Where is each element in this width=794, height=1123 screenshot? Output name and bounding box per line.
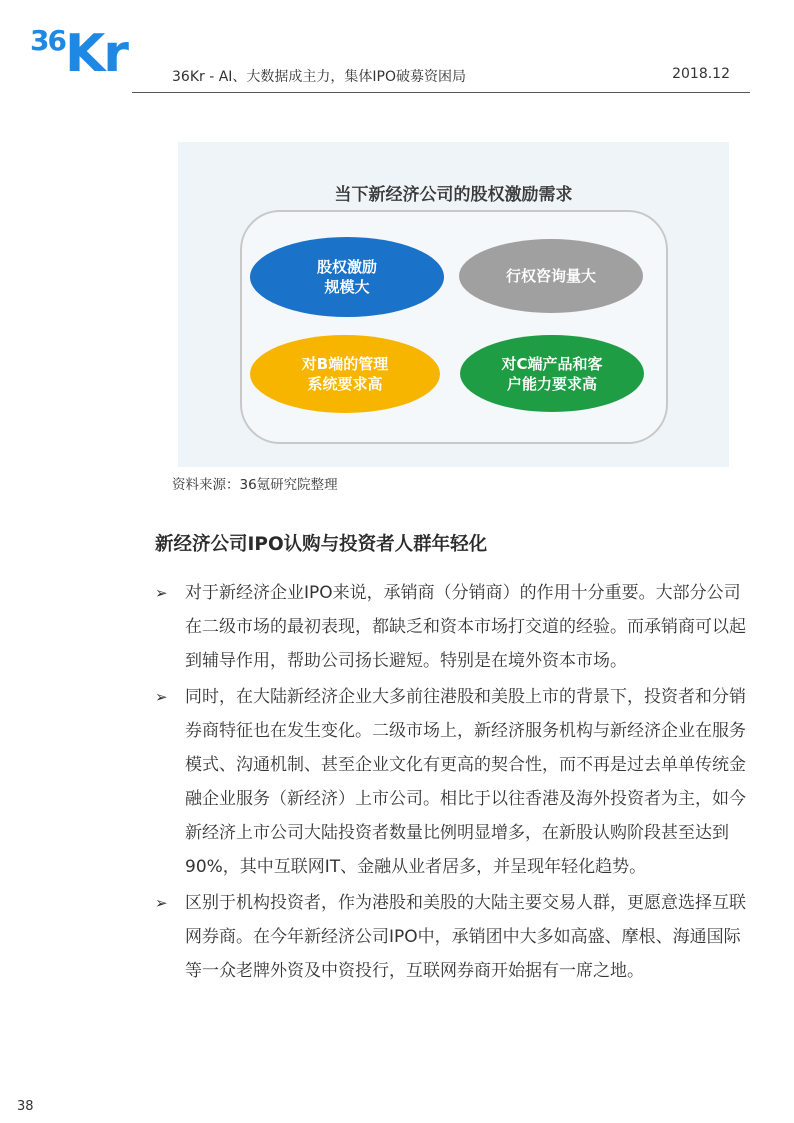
- list-item: [155, 886, 755, 988]
- bullet-list: [155, 576, 755, 990]
- section-heading: 新经济公司IPO认购与投资者人群年轻化: [155, 534, 488, 555]
- list-item-text: 区别于机构投资者，作为港股和美股的大陆主要交易人群，更愿意选择互联网券商。在今年新经济公司IPO中，承销团中大多如高盛、摩根、海通国际等一众老牌外资及中资投行，互联网券商开始据有一席之地。: [185, 893, 746, 981]
- figure-source: 资料来源：36氪研究院整理: [172, 477, 338, 493]
- ellipse-c-side-product: 对C端产品和客 户能力要求高: [460, 335, 644, 412]
- list-item: [155, 576, 755, 678]
- list-item: [155, 680, 755, 884]
- logo-kr: Kr: [64, 24, 127, 84]
- header-date: 2018.12: [672, 66, 730, 82]
- 36kr-logo: [30, 24, 127, 84]
- page-number: 38: [17, 1099, 34, 1114]
- figure-panel: [178, 142, 729, 467]
- logo-number: 36: [30, 24, 65, 57]
- header-divider: [132, 92, 750, 93]
- list-item-text: 同时，在大陆新经济企业大多前往港股和美股上市的背景下，投资者和分销券商特征也在发生变化。二级市场上，新经济服务机构与新经济企业在服务模式、沟通机制、甚至企业文化有更高的契合性，而不再是过去单单传统金融企业服务（新经济）上市公司。相比于以往香港及海外投资者为主，如今新经济上市公司大陆投资者数量比例明显增多，在新股认购阶段甚至达到90%，其中互联网IT、金融从业者居多，并呈现年轻化趋势。: [185, 687, 746, 877]
- arrow-bullet-icon: ➢: [155, 584, 168, 602]
- arrow-bullet-icon: ➢: [155, 688, 168, 706]
- figure-title: 当下新经济公司的股权激励需求: [334, 185, 573, 205]
- arrow-bullet-icon: ➢: [155, 894, 168, 912]
- ellipse-b-side-management: 对B端的管理 系统要求高: [250, 335, 440, 413]
- ellipse-equity-incentive-scale: 股权激励 规模大: [250, 237, 444, 317]
- header-title: 36Kr - AI、大数据成主力，集体IPO破募资困局: [172, 69, 466, 85]
- list-item-text: 对于新经济企业IPO来说，承销商（分销商）的作用十分重要。大部分公司在二级市场的最初表现，都缺乏和资本市场打交道的经验。而承销商可以起到辅导作用，帮助公司扬长避短。特别是在境外资本市场。: [185, 583, 746, 671]
- ellipse-exercise-consultation: 行权咨询量大: [459, 239, 643, 313]
